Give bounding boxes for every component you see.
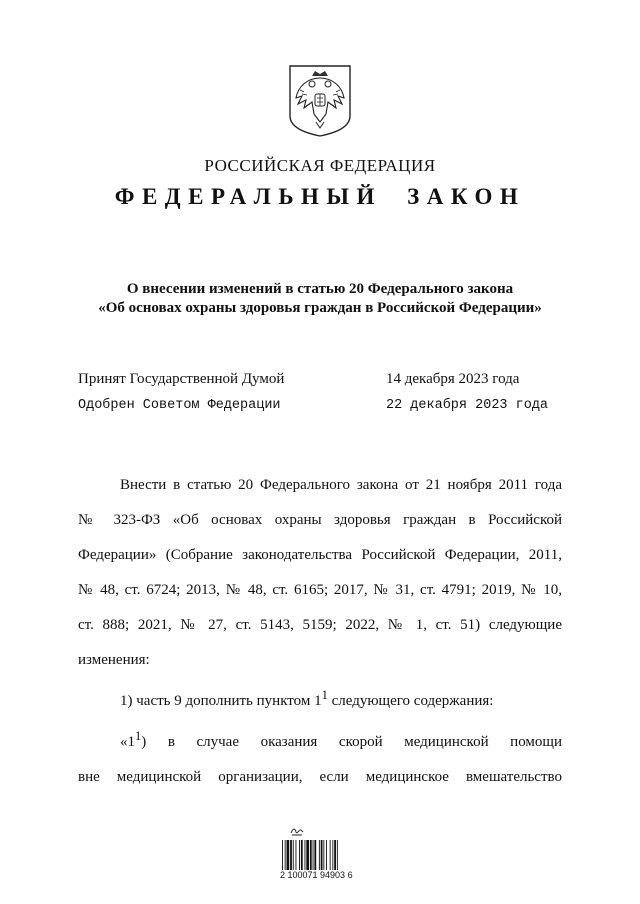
barcode-icon (282, 840, 362, 870)
barcode-bar (332, 840, 333, 870)
document-type: ФЕДЕРАЛЬНЫЙ ЗАКОН (114, 184, 526, 209)
item-1-text: 1) часть 9 дополнить пунктом 1 (120, 693, 322, 709)
quote-line (78, 719, 562, 760)
body-line: Федерации» (Собрание законодательства Российской Федерации, 2011, (78, 547, 562, 563)
barcode-bar (319, 840, 320, 870)
law-title-line: «Об основах охраны здоровья граждан в Российской Федерации» (98, 300, 542, 316)
country-name: РОССИЙСКАЯ ФЕДЕРАЦИЯ (204, 156, 436, 175)
barcode-bar (290, 840, 292, 870)
barcode-bar (313, 840, 314, 870)
item-1-text-rest: следующего содержания: (327, 693, 494, 709)
item-1-superscript: 1 (321, 688, 328, 702)
body-line: № 48, ст. 6724; 2013, № 48, ст. 6165; 2017, № 31, ст. 4791; 2019, № 10, (78, 582, 562, 598)
barcode-bar (321, 840, 323, 870)
barcode-bar (306, 840, 309, 870)
barcode-bar (299, 840, 300, 870)
item-1 (78, 678, 562, 719)
coat-of-arms-icon (288, 64, 352, 138)
barcode-bar (285, 840, 286, 870)
body-line: ст. 888; 2021, № 27, ст. 5143, 5159; 2022, № 1, ст. 51) следующие (78, 617, 562, 633)
barcode-bar (334, 840, 336, 870)
barcode-bar (314, 840, 316, 870)
barcode-bar (301, 840, 303, 870)
duma-adoption-date: 14 декабря 2023 года (386, 371, 520, 387)
barcode-block (280, 826, 364, 882)
law-body (78, 468, 562, 795)
body-line: Внести в статью 20 Федерального закона от 21 ноября 2011 года (120, 477, 562, 493)
quote-open: «1 (120, 734, 135, 750)
duma-adoption-label: Принят Государственной Думой (78, 371, 285, 387)
body-line: № 323-ФЗ «Об основах охраны здоровья граждан в Российской (78, 512, 562, 528)
body-line: вне медицинской организации, если медицинское вмешательство (78, 769, 562, 785)
council-approval-date: 22 декабря 2023 года (386, 398, 549, 413)
barcode-bar (305, 840, 306, 870)
barcode-bar (330, 840, 331, 870)
law-title-line: О внесении изменений в статью 20 Федерального закона (126, 281, 514, 297)
barcode-bar (282, 840, 283, 870)
barcode-bar (287, 840, 290, 870)
quote-text: ) в случае оказания скорой медицинской помощи (141, 734, 562, 750)
council-approval-label: Одобрен Советом Федерации (78, 398, 281, 413)
barcode-bar (293, 840, 294, 870)
barcode-bar (310, 840, 312, 870)
law-title (60, 280, 580, 318)
barcode-bar (296, 840, 297, 870)
body-line: изменения: (78, 652, 150, 668)
barcode-bar (323, 840, 324, 870)
quote-superscript: 1 (135, 729, 142, 743)
barcode-number: 2 100071 94903 6 (280, 870, 353, 880)
barcode-bar (337, 840, 338, 870)
barcode-bar (326, 840, 327, 870)
signature-mark-icon (290, 826, 304, 836)
